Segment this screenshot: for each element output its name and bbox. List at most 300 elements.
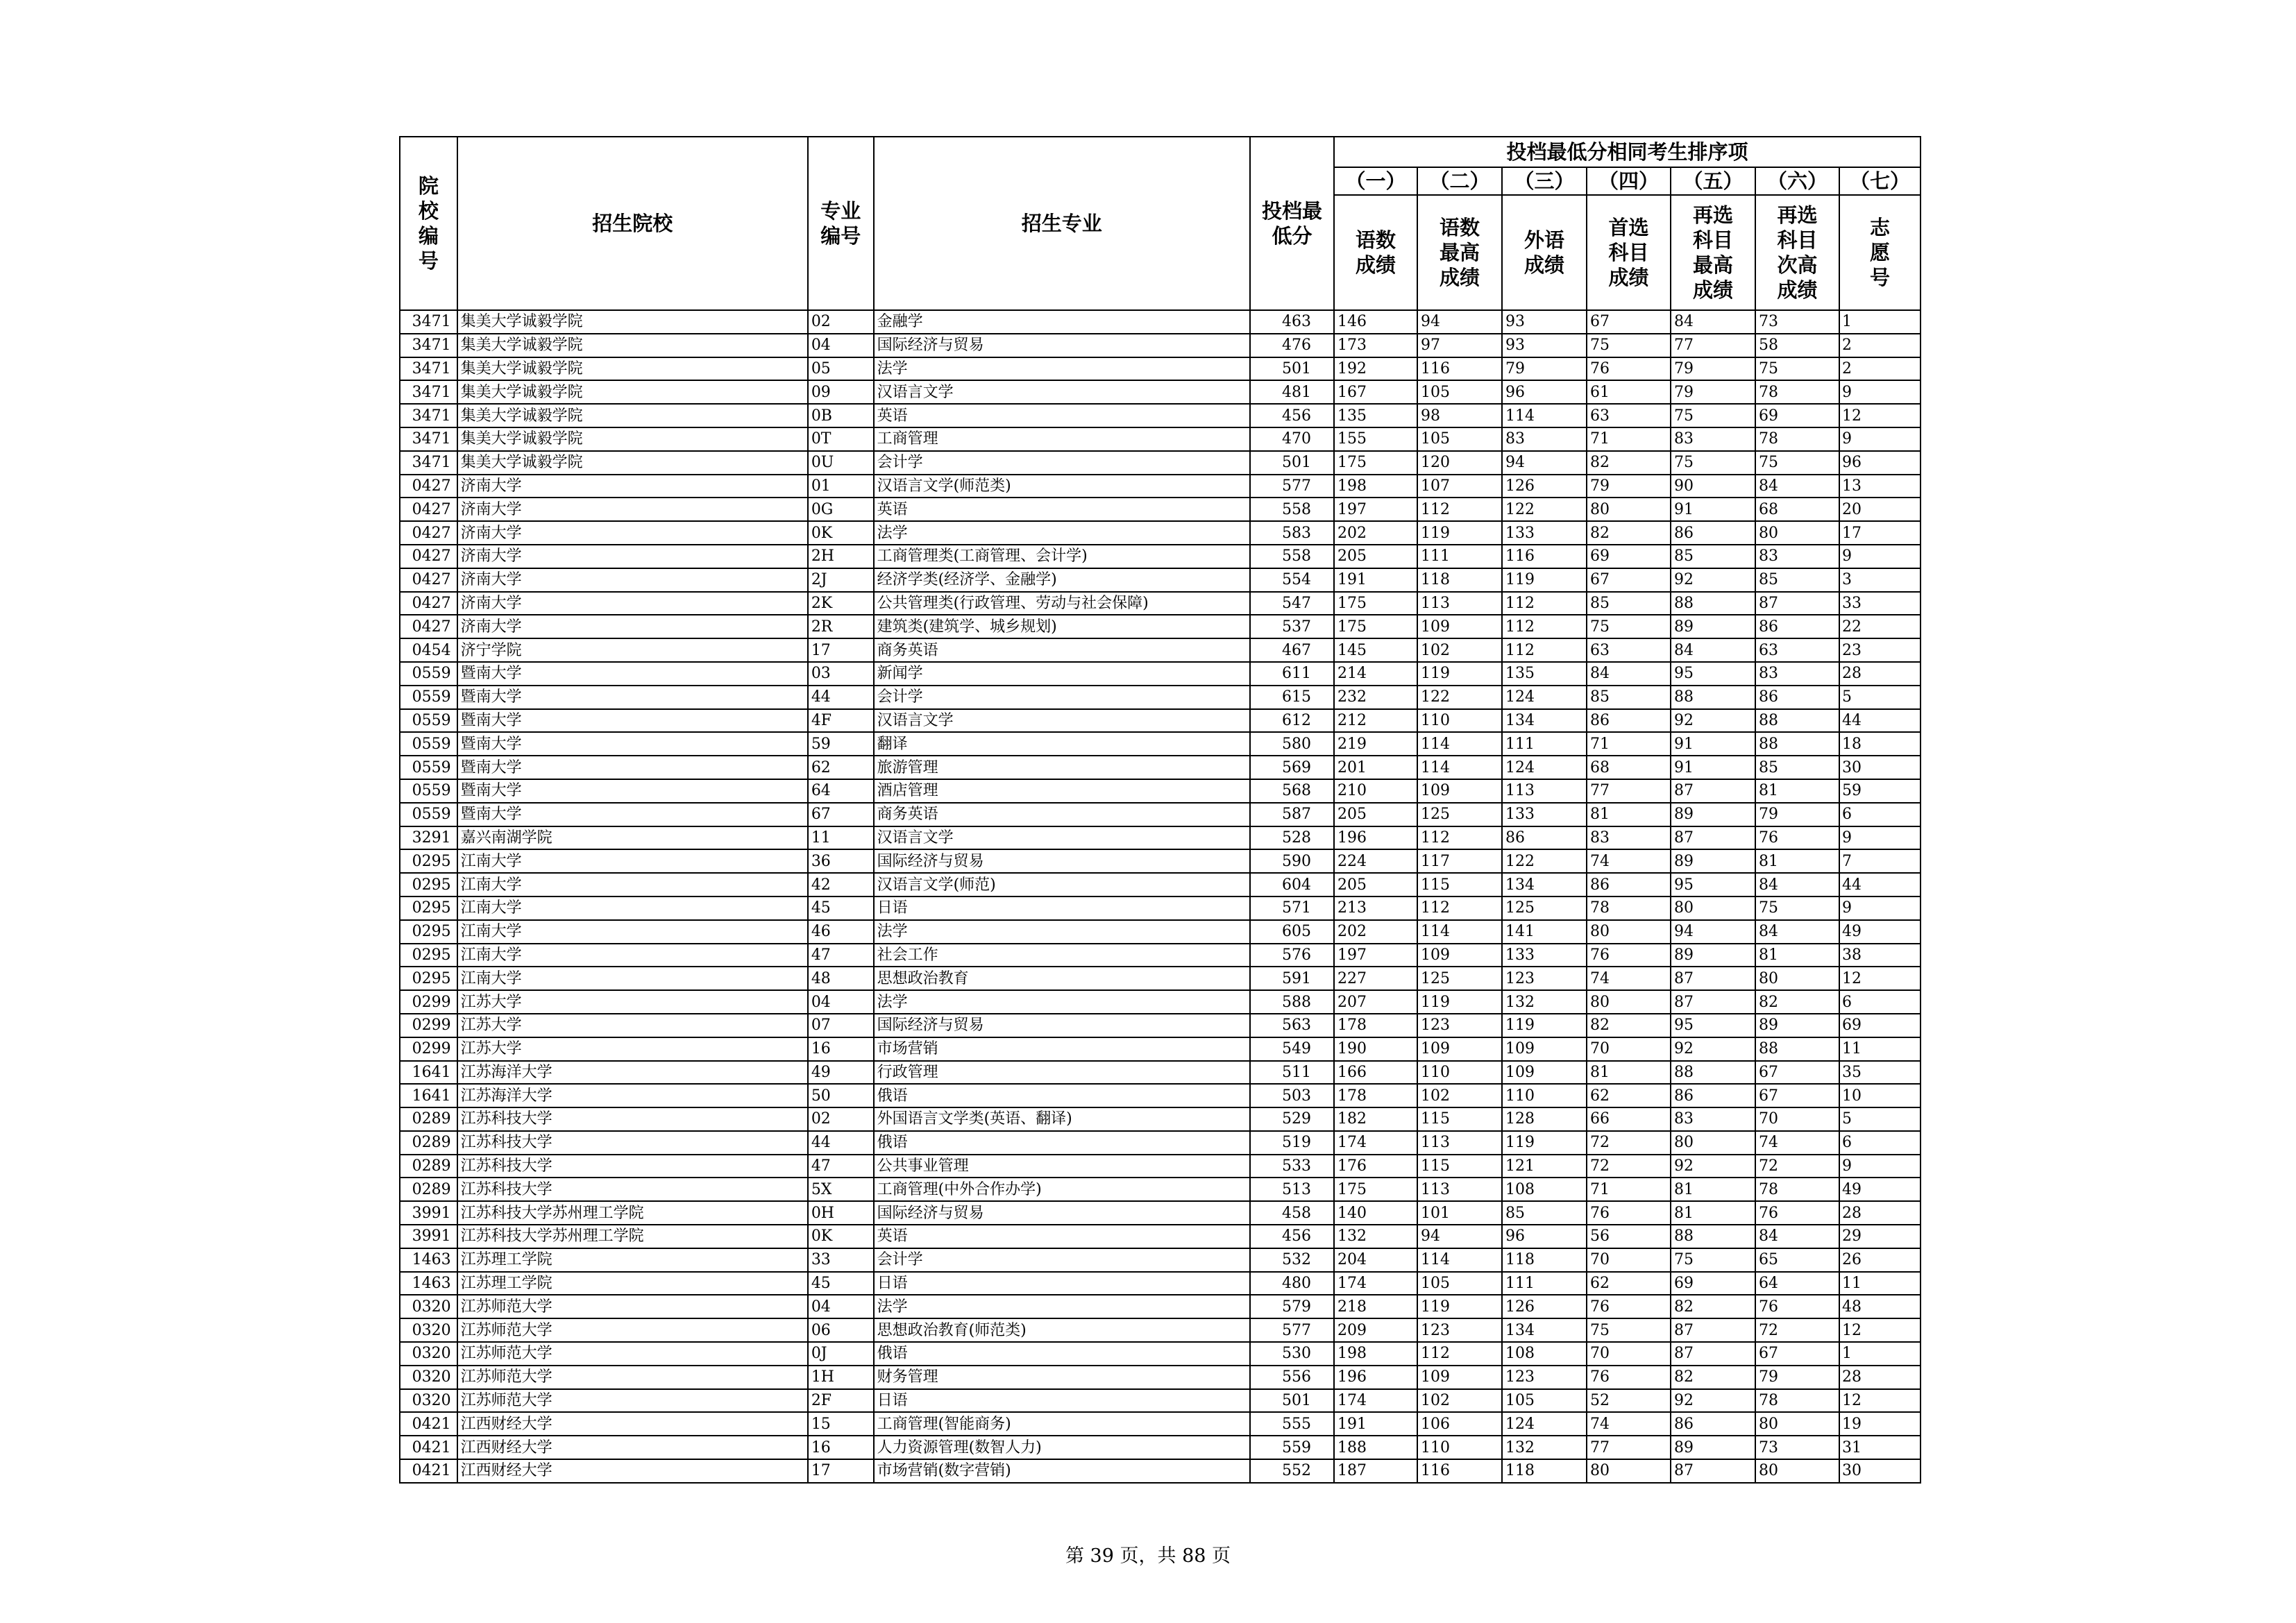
score-5-cell: 92 xyxy=(1671,1389,1755,1413)
score-1-cell: 212 xyxy=(1334,709,1417,733)
min-score-cell: 511 xyxy=(1250,1061,1334,1085)
score-1-cell: 205 xyxy=(1334,873,1417,897)
score-5-cell: 82 xyxy=(1671,1366,1755,1389)
choice-no-cell: 49 xyxy=(1839,920,1921,944)
score-5-cell: 88 xyxy=(1671,1061,1755,1085)
school-code-cell: 1641 xyxy=(400,1061,457,1085)
min-score-cell: 467 xyxy=(1250,638,1334,662)
score-6-cell: 79 xyxy=(1755,1366,1839,1389)
score-1-cell: 178 xyxy=(1334,1014,1417,1037)
school-code-cell: 1641 xyxy=(400,1084,457,1107)
school-code-cell: 3471 xyxy=(400,404,457,427)
school-code-cell: 0421 xyxy=(400,1412,457,1436)
score-3-cell: 133 xyxy=(1502,803,1587,826)
score-2-cell: 120 xyxy=(1417,451,1502,475)
table-row xyxy=(400,662,1921,686)
score-5-cell: 86 xyxy=(1671,521,1755,545)
score-2-cell: 112 xyxy=(1417,1342,1502,1366)
major-code-cell: 2J xyxy=(808,568,874,592)
school-code-cell: 0299 xyxy=(400,990,457,1014)
major-name-cell: 新闻学 xyxy=(874,662,1250,686)
school-name-cell: 集美大学诚毅学院 xyxy=(457,334,808,357)
choice-no-cell: 11 xyxy=(1839,1272,1921,1295)
min-score-cell: 576 xyxy=(1250,944,1334,967)
header-tie-item: 语数最高成绩 xyxy=(1417,195,1502,310)
min-score-cell: 481 xyxy=(1250,380,1334,404)
major-code-cell: 15 xyxy=(808,1412,874,1436)
min-score-cell: 513 xyxy=(1250,1178,1334,1201)
header-tie-order: （四） xyxy=(1587,167,1671,195)
choice-no-cell: 38 xyxy=(1839,944,1921,967)
score-5-cell: 83 xyxy=(1671,1107,1755,1131)
score-1-cell: 202 xyxy=(1334,521,1417,545)
major-name-cell: 国际经济与贸易 xyxy=(874,1201,1250,1225)
score-5-cell: 75 xyxy=(1671,1248,1755,1272)
score-5-cell: 95 xyxy=(1671,662,1755,686)
score-2-cell: 102 xyxy=(1417,638,1502,662)
choice-no-cell: 3 xyxy=(1839,568,1921,592)
score-3-cell: 83 xyxy=(1502,427,1587,451)
min-score-cell: 577 xyxy=(1250,1318,1334,1342)
score-4-cell: 77 xyxy=(1587,779,1671,803)
major-code-cell: 0U xyxy=(808,451,874,475)
major-name-cell: 市场营销 xyxy=(874,1037,1250,1061)
score-1-cell: 175 xyxy=(1334,1178,1417,1201)
school-name-cell: 江苏师范大学 xyxy=(457,1318,808,1342)
school-code-cell: 0427 xyxy=(400,545,457,568)
score-1-cell: 188 xyxy=(1334,1436,1417,1459)
school-name-cell: 暨南大学 xyxy=(457,709,808,733)
score-1-cell: 224 xyxy=(1334,849,1417,873)
table-row xyxy=(400,1061,1921,1085)
school-name-cell: 暨南大学 xyxy=(457,686,808,709)
choice-no-cell: 59 xyxy=(1839,779,1921,803)
score-3-cell: 93 xyxy=(1502,334,1587,357)
table-row xyxy=(400,357,1921,381)
score-5-cell: 75 xyxy=(1671,451,1755,475)
choice-no-cell: 30 xyxy=(1839,1459,1921,1483)
score-1-cell: 227 xyxy=(1334,967,1417,990)
score-5-cell: 94 xyxy=(1671,920,1755,944)
major-name-cell: 法学 xyxy=(874,521,1250,545)
score-6-cell: 69 xyxy=(1755,404,1839,427)
admission-score-table xyxy=(399,136,1921,1484)
school-code-cell: 0320 xyxy=(400,1366,457,1389)
score-6-cell: 88 xyxy=(1755,709,1839,733)
score-4-cell: 74 xyxy=(1587,1412,1671,1436)
major-name-cell: 俄语 xyxy=(874,1342,1250,1366)
header-tie-order: （五） xyxy=(1671,167,1755,195)
score-6-cell: 76 xyxy=(1755,1201,1839,1225)
major-name-cell: 法学 xyxy=(874,990,1250,1014)
school-name-cell: 集美大学诚毅学院 xyxy=(457,427,808,451)
score-5-cell: 95 xyxy=(1671,1014,1755,1037)
score-6-cell: 87 xyxy=(1755,592,1839,615)
major-name-cell: 汉语言文学(师范类) xyxy=(874,475,1250,498)
choice-no-cell: 28 xyxy=(1839,1201,1921,1225)
school-code-cell: 0295 xyxy=(400,873,457,897)
score-6-cell: 75 xyxy=(1755,357,1839,381)
score-4-cell: 86 xyxy=(1587,709,1671,733)
score-3-cell: 133 xyxy=(1502,944,1587,967)
header-tie-group: 投档最低分相同考生排序项 xyxy=(1334,137,1921,167)
score-1-cell: 175 xyxy=(1334,615,1417,638)
score-5-cell: 86 xyxy=(1671,1084,1755,1107)
school-code-cell: 0559 xyxy=(400,803,457,826)
school-code-cell: 1463 xyxy=(400,1248,457,1272)
score-5-cell: 89 xyxy=(1671,849,1755,873)
score-6-cell: 75 xyxy=(1755,897,1839,920)
score-1-cell: 196 xyxy=(1334,826,1417,850)
score-3-cell: 111 xyxy=(1502,732,1587,756)
choice-no-cell: 1 xyxy=(1839,310,1921,334)
score-3-cell: 123 xyxy=(1502,1366,1587,1389)
score-3-cell: 124 xyxy=(1502,686,1587,709)
major-name-cell: 工商管理(智能商务) xyxy=(874,1412,1250,1436)
min-score-cell: 605 xyxy=(1250,920,1334,944)
major-code-cell: 02 xyxy=(808,1107,874,1131)
choice-no-cell: 9 xyxy=(1839,826,1921,850)
score-4-cell: 70 xyxy=(1587,1037,1671,1061)
min-score-cell: 591 xyxy=(1250,967,1334,990)
min-score-cell: 501 xyxy=(1250,357,1334,381)
major-code-cell: 47 xyxy=(808,944,874,967)
school-name-cell: 江南大学 xyxy=(457,849,808,873)
school-name-cell: 集美大学诚毅学院 xyxy=(457,404,808,427)
min-score-cell: 579 xyxy=(1250,1295,1334,1318)
header-major-name: 招生专业 xyxy=(874,137,1250,310)
score-4-cell: 81 xyxy=(1587,1061,1671,1085)
score-6-cell: 85 xyxy=(1755,756,1839,779)
major-name-cell: 旅游管理 xyxy=(874,756,1250,779)
major-name-cell: 汉语言文学(师范) xyxy=(874,873,1250,897)
score-3-cell: 112 xyxy=(1502,592,1587,615)
min-score-cell: 612 xyxy=(1250,709,1334,733)
school-code-cell: 3991 xyxy=(400,1225,457,1248)
min-score-cell: 555 xyxy=(1250,1412,1334,1436)
school-name-cell: 暨南大学 xyxy=(457,732,808,756)
min-score-cell: 558 xyxy=(1250,545,1334,568)
school-name-cell: 江南大学 xyxy=(457,897,808,920)
table-row xyxy=(400,1014,1921,1037)
score-3-cell: 119 xyxy=(1502,1131,1587,1155)
major-name-cell: 法学 xyxy=(874,357,1250,381)
choice-no-cell: 20 xyxy=(1839,498,1921,521)
score-5-cell: 89 xyxy=(1671,1436,1755,1459)
min-score-cell: 537 xyxy=(1250,615,1334,638)
score-4-cell: 67 xyxy=(1587,568,1671,592)
score-3-cell: 118 xyxy=(1502,1248,1587,1272)
score-5-cell: 90 xyxy=(1671,475,1755,498)
table-row xyxy=(400,779,1921,803)
score-1-cell: 155 xyxy=(1334,427,1417,451)
school-code-cell: 3471 xyxy=(400,357,457,381)
header-tie-order: （三） xyxy=(1502,167,1587,195)
score-5-cell: 95 xyxy=(1671,873,1755,897)
table-row xyxy=(400,498,1921,521)
score-4-cell: 63 xyxy=(1587,638,1671,662)
score-2-cell: 113 xyxy=(1417,1131,1502,1155)
score-3-cell: 113 xyxy=(1502,779,1587,803)
school-code-cell: 0320 xyxy=(400,1342,457,1366)
score-3-cell: 93 xyxy=(1502,310,1587,334)
score-5-cell: 87 xyxy=(1671,1318,1755,1342)
table-row xyxy=(400,1436,1921,1459)
major-code-cell: 0H xyxy=(808,1201,874,1225)
table-row xyxy=(400,1131,1921,1155)
school-code-cell: 0320 xyxy=(400,1318,457,1342)
school-name-cell: 集美大学诚毅学院 xyxy=(457,310,808,334)
major-name-cell: 社会工作 xyxy=(874,944,1250,967)
score-3-cell: 108 xyxy=(1502,1178,1587,1201)
table-row xyxy=(400,990,1921,1014)
major-code-cell: 2F xyxy=(808,1389,874,1413)
score-5-cell: 85 xyxy=(1671,545,1755,568)
school-code-cell: 0427 xyxy=(400,568,457,592)
score-1-cell: 201 xyxy=(1334,756,1417,779)
score-1-cell: 187 xyxy=(1334,1459,1417,1483)
school-name-cell: 江南大学 xyxy=(457,920,808,944)
major-code-cell: 45 xyxy=(808,1272,874,1295)
major-name-cell: 汉语言文学 xyxy=(874,709,1250,733)
table-row xyxy=(400,803,1921,826)
choice-no-cell: 2 xyxy=(1839,334,1921,357)
score-6-cell: 70 xyxy=(1755,1107,1839,1131)
score-6-cell: 82 xyxy=(1755,990,1839,1014)
header-tie-item: 语数成绩 xyxy=(1334,195,1417,310)
school-code-cell: 0559 xyxy=(400,779,457,803)
score-1-cell: 173 xyxy=(1334,334,1417,357)
score-6-cell: 64 xyxy=(1755,1272,1839,1295)
major-code-cell: 0B xyxy=(808,404,874,427)
min-score-cell: 568 xyxy=(1250,779,1334,803)
score-5-cell: 87 xyxy=(1671,967,1755,990)
score-6-cell: 73 xyxy=(1755,1436,1839,1459)
school-name-cell: 江南大学 xyxy=(457,873,808,897)
score-3-cell: 86 xyxy=(1502,826,1587,850)
score-4-cell: 81 xyxy=(1587,803,1671,826)
major-code-cell: 04 xyxy=(808,990,874,1014)
school-code-cell: 0289 xyxy=(400,1155,457,1178)
header-tie-item: 志愿号 xyxy=(1839,195,1921,310)
min-score-cell: 571 xyxy=(1250,897,1334,920)
major-name-cell: 思想政治教育 xyxy=(874,967,1250,990)
min-score-cell: 501 xyxy=(1250,451,1334,475)
score-6-cell: 65 xyxy=(1755,1248,1839,1272)
major-code-cell: 44 xyxy=(808,686,874,709)
major-code-cell: 2R xyxy=(808,615,874,638)
score-3-cell: 116 xyxy=(1502,545,1587,568)
header-tie-item: 外语成绩 xyxy=(1502,195,1587,310)
choice-no-cell: 9 xyxy=(1839,380,1921,404)
score-4-cell: 70 xyxy=(1587,1342,1671,1366)
score-6-cell: 76 xyxy=(1755,1295,1839,1318)
score-4-cell: 83 xyxy=(1587,826,1671,850)
score-4-cell: 68 xyxy=(1587,756,1671,779)
school-name-cell: 江苏科技大学 xyxy=(457,1155,808,1178)
major-code-cell: 59 xyxy=(808,732,874,756)
score-6-cell: 67 xyxy=(1755,1342,1839,1366)
major-code-cell: 48 xyxy=(808,967,874,990)
header-min-score: 投档最低分 xyxy=(1250,137,1334,310)
score-1-cell: 219 xyxy=(1334,732,1417,756)
major-name-cell: 金融学 xyxy=(874,310,1250,334)
score-3-cell: 112 xyxy=(1502,615,1587,638)
score-6-cell: 67 xyxy=(1755,1061,1839,1085)
score-6-cell: 63 xyxy=(1755,638,1839,662)
school-name-cell: 暨南大学 xyxy=(457,779,808,803)
school-name-cell: 江苏海洋大学 xyxy=(457,1061,808,1085)
score-5-cell: 84 xyxy=(1671,638,1755,662)
score-1-cell: 182 xyxy=(1334,1107,1417,1131)
major-code-cell: 49 xyxy=(808,1061,874,1085)
major-code-cell: 0K xyxy=(808,521,874,545)
score-6-cell: 68 xyxy=(1755,498,1839,521)
table-row xyxy=(400,1178,1921,1201)
score-1-cell: 132 xyxy=(1334,1225,1417,1248)
header-tie-order: （一） xyxy=(1334,167,1417,195)
min-score-cell: 549 xyxy=(1250,1037,1334,1061)
choice-no-cell: 7 xyxy=(1839,849,1921,873)
score-5-cell: 87 xyxy=(1671,1459,1755,1483)
min-score-cell: 501 xyxy=(1250,1389,1334,1413)
major-code-cell: 0T xyxy=(808,427,874,451)
score-1-cell: 145 xyxy=(1334,638,1417,662)
choice-no-cell: 44 xyxy=(1839,709,1921,733)
score-3-cell: 105 xyxy=(1502,1389,1587,1413)
score-6-cell: 84 xyxy=(1755,920,1839,944)
score-6-cell: 83 xyxy=(1755,545,1839,568)
score-1-cell: 135 xyxy=(1334,404,1417,427)
table-header xyxy=(400,137,1921,310)
table-row xyxy=(400,545,1921,568)
min-score-cell: 530 xyxy=(1250,1342,1334,1366)
score-4-cell: 82 xyxy=(1587,1014,1671,1037)
score-3-cell: 79 xyxy=(1502,357,1587,381)
score-4-cell: 71 xyxy=(1587,732,1671,756)
major-code-cell: 36 xyxy=(808,849,874,873)
score-5-cell: 80 xyxy=(1671,897,1755,920)
score-1-cell: 198 xyxy=(1334,475,1417,498)
score-4-cell: 76 xyxy=(1587,944,1671,967)
school-name-cell: 济南大学 xyxy=(457,498,808,521)
score-6-cell: 79 xyxy=(1755,803,1839,826)
school-name-cell: 江苏科技大学苏州理工学院 xyxy=(457,1201,808,1225)
score-6-cell: 86 xyxy=(1755,615,1839,638)
school-name-cell: 济南大学 xyxy=(457,475,808,498)
score-3-cell: 119 xyxy=(1502,568,1587,592)
score-4-cell: 76 xyxy=(1587,357,1671,381)
score-3-cell: 124 xyxy=(1502,1412,1587,1436)
header-tie-order: （二） xyxy=(1417,167,1502,195)
major-name-cell: 国际经济与贸易 xyxy=(874,849,1250,873)
score-5-cell: 88 xyxy=(1671,592,1755,615)
score-4-cell: 72 xyxy=(1587,1155,1671,1178)
min-score-cell: 533 xyxy=(1250,1155,1334,1178)
header-tie-item: 再选科目次高成绩 xyxy=(1755,195,1839,310)
school-name-cell: 暨南大学 xyxy=(457,803,808,826)
school-code-cell: 0295 xyxy=(400,849,457,873)
score-2-cell: 114 xyxy=(1417,756,1502,779)
major-code-cell: 09 xyxy=(808,380,874,404)
min-score-cell: 556 xyxy=(1250,1366,1334,1389)
major-code-cell: 44 xyxy=(808,1131,874,1155)
score-3-cell: 134 xyxy=(1502,1318,1587,1342)
school-code-cell: 0289 xyxy=(400,1107,457,1131)
table-row xyxy=(400,638,1921,662)
score-4-cell: 56 xyxy=(1587,1225,1671,1248)
school-code-cell: 3471 xyxy=(400,427,457,451)
score-2-cell: 98 xyxy=(1417,404,1502,427)
min-score-cell: 470 xyxy=(1250,427,1334,451)
major-code-cell: 0K xyxy=(808,1225,874,1248)
score-3-cell: 119 xyxy=(1502,1014,1587,1037)
score-4-cell: 82 xyxy=(1587,451,1671,475)
score-5-cell: 87 xyxy=(1671,990,1755,1014)
score-4-cell: 79 xyxy=(1587,475,1671,498)
choice-no-cell: 6 xyxy=(1839,803,1921,826)
score-6-cell: 84 xyxy=(1755,873,1839,897)
score-5-cell: 81 xyxy=(1671,1201,1755,1225)
table-row xyxy=(400,380,1921,404)
major-name-cell: 英语 xyxy=(874,404,1250,427)
score-3-cell: 111 xyxy=(1502,1272,1587,1295)
school-name-cell: 江苏师范大学 xyxy=(457,1295,808,1318)
score-6-cell: 78 xyxy=(1755,427,1839,451)
table-row xyxy=(400,521,1921,545)
table-row xyxy=(400,709,1921,733)
major-code-cell: 67 xyxy=(808,803,874,826)
score-2-cell: 110 xyxy=(1417,709,1502,733)
score-6-cell: 88 xyxy=(1755,1037,1839,1061)
major-name-cell: 汉语言文学 xyxy=(874,380,1250,404)
major-code-cell: 46 xyxy=(808,920,874,944)
min-score-cell: 615 xyxy=(1250,686,1334,709)
score-2-cell: 101 xyxy=(1417,1201,1502,1225)
score-4-cell: 76 xyxy=(1587,1201,1671,1225)
score-5-cell: 87 xyxy=(1671,826,1755,850)
header-school-code: 院校编号 xyxy=(400,137,457,310)
score-2-cell: 105 xyxy=(1417,380,1502,404)
school-code-cell: 0559 xyxy=(400,756,457,779)
school-name-cell: 江苏理工学院 xyxy=(457,1248,808,1272)
score-5-cell: 92 xyxy=(1671,709,1755,733)
score-1-cell: 190 xyxy=(1334,1037,1417,1061)
score-6-cell: 85 xyxy=(1755,568,1839,592)
score-6-cell: 86 xyxy=(1755,686,1839,709)
min-score-cell: 559 xyxy=(1250,1436,1334,1459)
score-5-cell: 92 xyxy=(1671,568,1755,592)
school-code-cell: 1463 xyxy=(400,1272,457,1295)
table-row xyxy=(400,615,1921,638)
score-4-cell: 66 xyxy=(1587,1107,1671,1131)
school-code-cell: 3471 xyxy=(400,451,457,475)
school-code-cell: 0295 xyxy=(400,967,457,990)
school-name-cell: 济南大学 xyxy=(457,545,808,568)
score-1-cell: 175 xyxy=(1334,592,1417,615)
table-row xyxy=(400,334,1921,357)
score-3-cell: 121 xyxy=(1502,1155,1587,1178)
score-4-cell: 75 xyxy=(1587,1318,1671,1342)
score-5-cell: 88 xyxy=(1671,686,1755,709)
school-name-cell: 济南大学 xyxy=(457,521,808,545)
school-name-cell: 济南大学 xyxy=(457,568,808,592)
score-3-cell: 122 xyxy=(1502,498,1587,521)
score-3-cell: 141 xyxy=(1502,920,1587,944)
score-4-cell: 75 xyxy=(1587,615,1671,638)
school-code-cell: 0421 xyxy=(400,1459,457,1483)
score-1-cell: 197 xyxy=(1334,944,1417,967)
